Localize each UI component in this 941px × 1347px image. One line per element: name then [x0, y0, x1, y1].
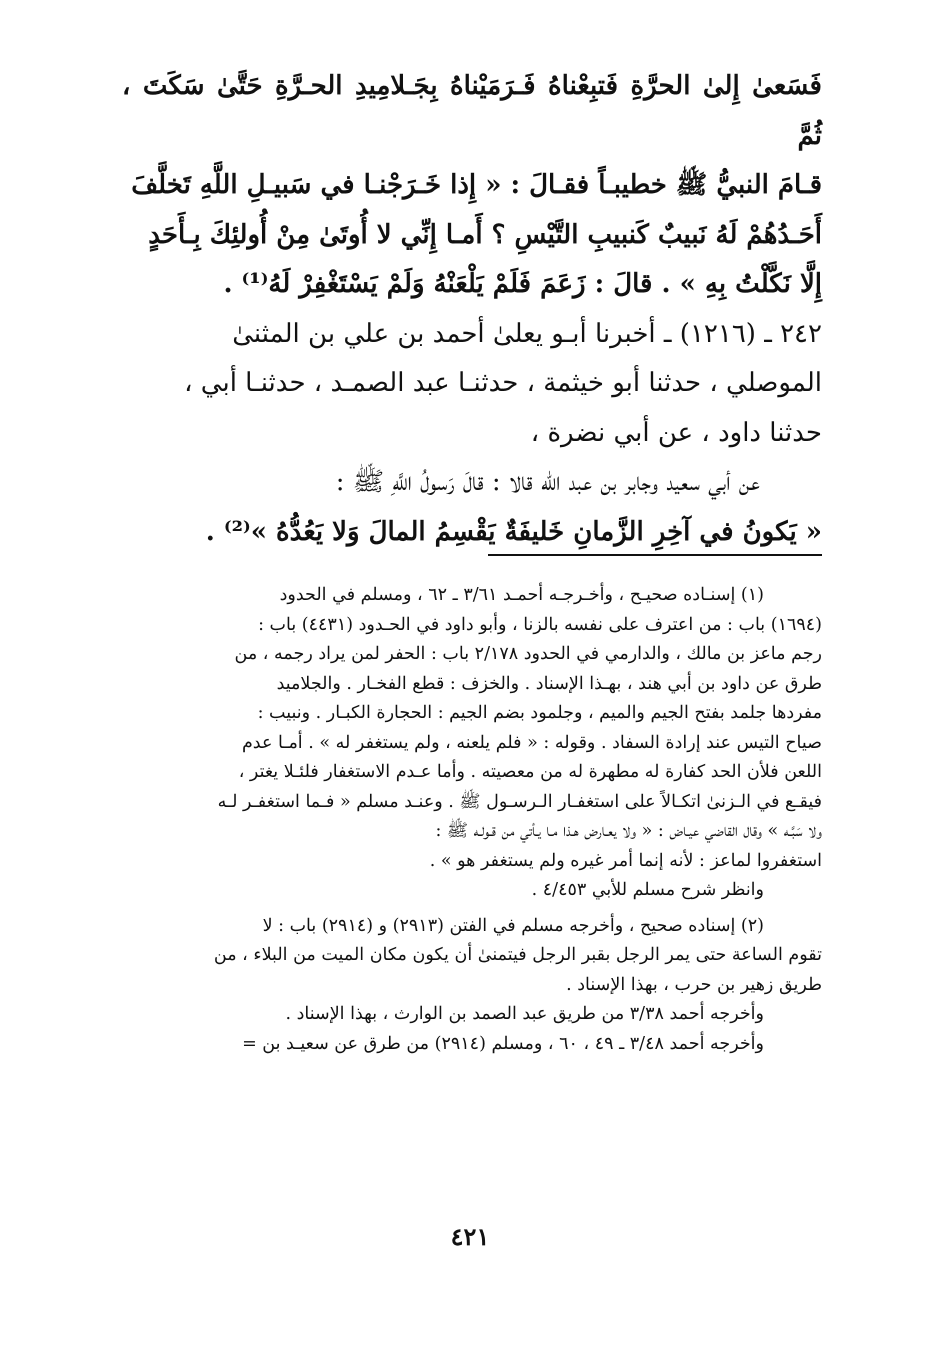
footnote-2-line-5: وأخرجه أحمد ٣/٤٨ ـ ٤٩ ، ٦٠ ، ومسلم (٢٩١٤) من طرق عن سعيـد بن = — [242, 1033, 764, 1054]
isnad-line-1: ٢٤٢ ـ (١٢١٦) ـ أخبرنا أبـو يعلىٰ أحمد بن علي بن المثنىٰ — [232, 318, 822, 349]
footnote-2-line-2: تقوم الساعة حتى يمر الرجل بقبر الرجل فيتمنىٰ أن يكون مكان الميت من البلاء ، من — [213, 945, 822, 965]
matn-line: « يَكونُ في آخِرِ الزَّمانِ خَليفَةٌ يَقْسِمُ المالَ وَلا يَعُدُّهُ »⁽²⁾ . — [205, 516, 822, 547]
footnote-1-line-4: طرق عن داود بن أبي هند ، بهـذا الإسناد . والخزف : قطع الفخـار . والجلاميد — [276, 673, 822, 694]
footnote-2-line-1: (٢) إسناده صحيح ، وأخرجه مسلم في الفتن (٢٩١٣) و (٢٩١٤) باب : لا — [262, 915, 764, 936]
footnote-1-line-11: وانظر شرح مسلم للأبي ٤/٤٥٣ . — [531, 880, 764, 900]
footnote-1-line-3: رجم ماعز بن مالك ، والدارمي في الحدود ٢/١٧٨ باب : الحفر لمن يراد رجمه ، من — [234, 644, 822, 664]
footnote-1-line-9: ولا سَبَّـه » وقال القاضي عيـاض : « ولا يعـارض هـذا مـا يـأتي من قـولـه ﷺ : — [435, 821, 822, 841]
footnote-1-line-2: (١٦٩٤) باب : من اعترف على نفسه بالزنا ، وأبو داود في الحـدود (٤٤٣١) باب : — [258, 614, 822, 635]
footnotes — [122, 581, 822, 1059]
matn-intro-line: عن أبي سعيد وجابر بن عبد الله قالا : قالَ رَسولُ اللَّهِ ﷺ : — [335, 467, 760, 497]
footnote-2-line-3: طريق زهير بن حرب ، بهذا الإسناد . — [566, 974, 822, 995]
footnote-1-line-1: (١) إسنـاده صحيـح ، وأخـرجـه أحمـد ٣/٦١ ـ ٦٢ ، ومسلم في الحدود — [279, 585, 764, 605]
hadith-line-1: فَسَعىٰ إِلىٰ الحرَّةِ فَتبِعْناهُ فَـرَمَيْناهُ بِجَـلامِيدِ الحـرَّةِ حَتَّىٰ سَكَتَ ، ثُمَّ — [122, 71, 822, 151]
hadith-line-2: قـامَ النبيُّ ﷺ خطيبـاً فقـالَ : « إِذا خَـرَجْنـا في سَبيـلِ اللَّهِ تَخلَّفَ — [131, 170, 822, 200]
isnad-line-2: الموصلي ، حدثنا أبو خيثمة ، حدثنـا عبد الصمـد ، حدثنـا أبي ، — [184, 368, 822, 398]
isnad-line-3: حدثنا داود ، عن أبي نضرة ، — [530, 417, 822, 448]
hadith-line-3: أَحَـدُهُمْ لَهُ نَبيبٌ كَنبيبِ التَّيْسِ ؟ أَمـا إِنِّي لا أُوتَىٰ مِنْ أُولئِكَ بِـأَحَدٍ — [148, 219, 822, 250]
hadith-line-4: إِلَّا نَكَّلْتُ بِهِ » . قالَ : زَعَمَ فَلَمْ يَلْعَنْهُ وَلَمْ يَسْتَغْفِرْ لَهُ⁽¹⁾ . — [223, 269, 822, 299]
footnote-1-line-5: مفردها جلمد بفتح الجيم والميم ، وجلمود بضم الجيم : الحجارة الكبـار . ونبيب : — [257, 703, 822, 723]
footnote-1-line-7: اللعن فلأن الحد كفارة له مطهرة له من معصيته . وأما عـدم الاستغفار فلئـلا يغتر ، — [238, 762, 822, 782]
footnote-1-line-8: فيقـع في الـزنىٰ اتكـالاً على استغفـار الـرسـول ﷺ . وعنـد مسلم « فـما استغفـر لـه — [217, 791, 822, 812]
page-number: ٤٢١ — [450, 1222, 490, 1251]
footnote-1-line-10: استغفروا لماعز : لأنه إنما أمر غيره ولم يستغفر هو » . — [429, 850, 822, 871]
footnote-1-line-6: صياح التيس عند إرادة السفاد . وقوله : « فلم يلعنه ، ولم يستغفر له » . أمـا عدم — [241, 732, 822, 753]
footnote-2-line-4: وأخرجه أحمد ٣/٣٨ من طريق عبد الصمد بن الوارث ، بهذا الإسناد . — [285, 1004, 764, 1024]
footnote-separator — [488, 554, 822, 556]
main-text — [122, 62, 822, 557]
